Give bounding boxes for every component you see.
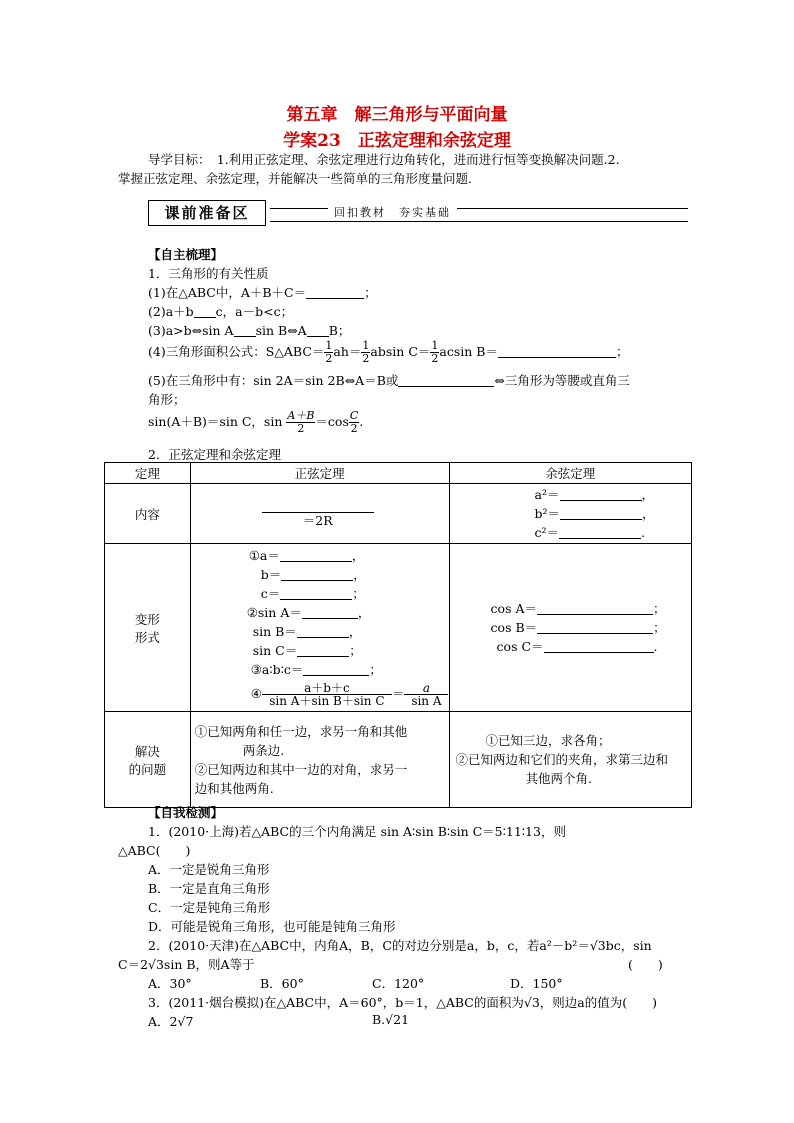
cosine-content-cell: a²＝ ， b²＝ ， c²＝ .: [449, 484, 691, 544]
sine-solve-cell: ①已知两角和任一边，求另一角和其他 两条边. ②已知两边和其中一边的对角，求另一 边和其他两角.: [190, 712, 449, 808]
blank: [398, 374, 494, 387]
table-header-sine: 正弦定理: [190, 463, 449, 484]
review-p4: (4)三角形面积公式：S△ABC＝ $\frac{1}{2}$ ah＝ $\frac{1}{2}$ absin C＝ $\frac{1}{2}$ acsin B＝ ；: [148, 339, 629, 365]
question-2-cont: C＝2√3sin B，则A等于: [118, 957, 255, 972]
banner-label: 课前准备区: [148, 200, 266, 226]
blank: [560, 507, 642, 520]
cosine-solve-cell: ①已知三边，求各角； ②已知两边和它们的夹角，求第三边和 其他两个角.: [449, 712, 691, 808]
review-p3: (3)a>b⇔sin A sin B⇔A B；: [148, 323, 351, 338]
fraction-half: $\frac{1}{2}$: [325, 339, 333, 365]
fraction-half: $\frac{1}{2}$: [362, 339, 370, 365]
theorem-table: [104, 462, 692, 808]
review-p1: (1)在△ABC中，A＋B＋C＝ ；: [148, 285, 377, 300]
blank: [560, 488, 642, 501]
table-header-cosine: 余弦定理: [449, 463, 691, 484]
question-1-cont: △ABC( ): [118, 843, 191, 858]
q1-option-a: A．一定是锐角三角形: [148, 862, 270, 877]
q2-option-a: A．30°: [148, 976, 192, 991]
review-item-2: 2．正弦定理和余弦定理: [148, 447, 281, 462]
review-item-1: 1．三角形的有关性质: [148, 266, 269, 281]
q2-option-b: B．60°: [260, 976, 304, 991]
review-p6: sin(A＋B)＝sin C，sin $\frac{A+B}{2}$ ＝cos $\frac{C}{2}$ .: [148, 409, 364, 435]
q2-option-d: D．150°: [510, 976, 563, 991]
sine-content: ＝2R: [302, 513, 333, 528]
q1-option-d: D．可能是锐角三角形，也可能是钝角三角形: [148, 919, 396, 934]
sine-content-cell: [190, 484, 449, 544]
row-label-forms: 变形 形式: [105, 544, 191, 712]
fraction-c-over-2: $\frac{C}{2}$: [349, 409, 359, 435]
row-label-content: 内容: [105, 484, 191, 544]
table-header-theorem: 定理: [105, 463, 191, 484]
goals-line-2: 掌握正弦定理、余弦定理，并能解决一些简单的三角形度量问题.: [118, 171, 472, 186]
review-p5-cont: 角形；: [148, 392, 186, 407]
fraction-half: $\frac{1}{2}$: [431, 339, 439, 365]
blank: [234, 324, 256, 337]
q1-option-b: B．一定是直角三角形: [148, 881, 270, 896]
banner-subtitle: 回扣教材 夯实基础: [328, 204, 457, 220]
blank: [194, 305, 216, 318]
goals-line-1: 导学目标： 1.利用正弦定理、余弦定理进行边角转化，进而进行恒等变换解决问题.2.: [148, 152, 620, 167]
selftest-heading: 【自我检测】: [148, 805, 224, 820]
review-p5: (5)在三角形中有：sin 2A＝sin 2B⇔A＝B或 ⇔三角形为等腰或直角三: [148, 373, 630, 388]
fraction-ab-over-2: $\frac{A+B}{2}$: [287, 409, 315, 435]
lesson-title: 学案23 正弦定理和余弦定理: [283, 131, 511, 151]
q1-option-c: C．一定是钝角三角形: [148, 900, 271, 915]
row-label-solve: 解决 的问题: [105, 712, 191, 808]
question-1: 1．(2010·上海)若△ABC的三个内角满足 sin A∶sin B∶sin C＝5∶11∶13，则: [148, 824, 566, 839]
blank: [559, 526, 641, 539]
section-banner: [148, 200, 688, 226]
q3-option-b: B.√21: [372, 1012, 410, 1027]
q3-option-a: A．2√7: [148, 1014, 194, 1029]
cosine-forms-cell: cos A＝ ； cos B＝ ； cos C＝ .: [449, 544, 691, 712]
blank: [307, 324, 329, 337]
blank: [306, 286, 364, 299]
sine-forms-cell: ①a＝ ， b＝ ， c＝ ； ②sin A＝ ， sin B＝ ， sin C＝ ； ③a∶b∶c＝ ； ④ $\frac{a+b+c}{\text{sin A＋sin B＋sin C}}$ ＝ $\frac{a}{\text{sin A}}$: [190, 544, 449, 712]
question-2: 2．(2010·天津)在△ABC中，内角A，B，C的对边分别是a，b，c，若a²－b²＝√3bc，sin: [148, 938, 652, 953]
review-heading: 【自主梳理】: [148, 247, 224, 262]
sine-form-4: ④ $\frac{a+b+c}{\text{sin A＋sin B＋sin C}}$ ＝ $\frac{a}{\text{sin A}}$: [191, 679, 449, 709]
q2-answer-paren: ( ): [628, 957, 663, 972]
chapter-title: 第五章 解三角形与平面向量: [286, 105, 508, 125]
review-p2: (2)a＋b c，a－b<c；: [148, 304, 294, 319]
q2-option-c: C．120°: [372, 976, 425, 991]
question-3: 3．(2011·烟台模拟)在△ABC中，A＝60°，b＝1，△ABC的面积为√3，则边a的值为( ): [148, 995, 657, 1010]
blank: [498, 345, 616, 358]
